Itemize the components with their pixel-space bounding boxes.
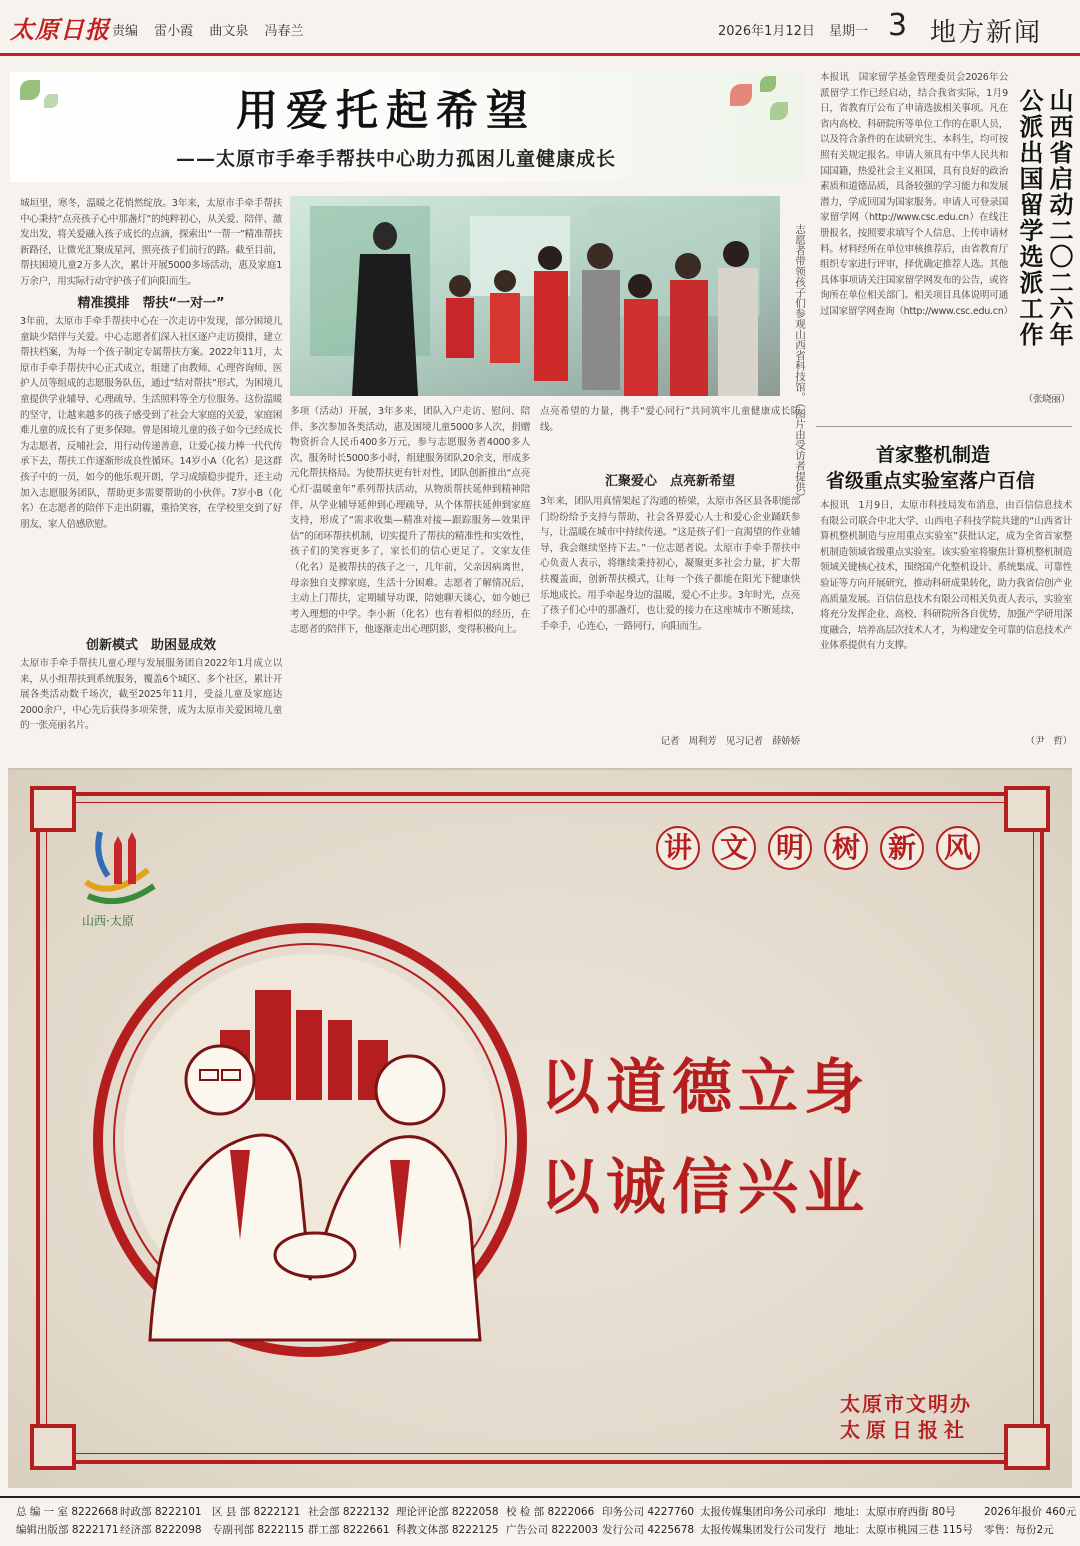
right-article2-headline[interactable]: 省级重点实验室落户百信 — [826, 470, 1036, 492]
footer-contact: 经济部 8222098 — [120, 1524, 202, 1536]
banner-char: 明 — [768, 826, 812, 870]
shanxi-taiyuan-logo — [80, 826, 160, 910]
article-body: 3年来，团队用真情架起了沟通的桥梁，太原市各区县各职能部门纷纷给予支持与帮助，社会各界爱心人士和爱心企业踊跃参与，让温暖在城市中持续传递。“这是孩子们一直渴望的作业辅导，我会继续坚持下去。”一位志愿者说。太原市手牵手帮扶中心负责人表示，将继续秉持初心，凝聚更多社会力量，扩大帮扶覆盖面，创新帮扶模式，让每一个孩子都能在阳光下健康快乐地成长。用手牵起身边的温暖，爱心不止步。3年时光，点亮了孩子们心中的那盏灯，也让爱的接力在这座城市不断延续，手牵手，心连心，一路同行，向阳而生。 — [540, 496, 800, 632]
footer-contact: 社会部 8222132 — [308, 1506, 390, 1518]
footer-address: 地址：太原市府西街 80号 — [834, 1506, 956, 1518]
article-intro: 城垣里，寒冬，温暖之花悄然绽放。3年来，太原市手牵手帮扶中心秉持“点亮孩子心中那盏灯”的纯粹初心，从关爱、陪伴、激发出发，将关爱融入孩子成长的点滴，探索出“一帮一”精准帮扶新路径，让微光汇聚成星河，照亮孩子们前行的路。截至目前，帮扶困境儿童2万多人次，累计开展5000多场活动，惠及家庭1万余户，用实际行动守护孩子们向阳而生。 — [20, 198, 282, 287]
right-article-headline[interactable]: 山西省启动二〇二六年公派出国留学选派工作 — [1015, 88, 1074, 348]
right-article-author: （张晓丽） — [1023, 394, 1070, 405]
banner-char: 树 — [824, 826, 868, 870]
footer-contact: 时政部 8222101 — [120, 1506, 202, 1518]
section-heading: 创新模式 助困显成效 — [85, 638, 216, 653]
footer-contact: 理论评论部 8222058 — [396, 1506, 499, 1518]
frame-corner — [1004, 1424, 1050, 1470]
footer-contact: 发行公司 4225678 — [602, 1524, 695, 1536]
section-title: 地方新闻 — [930, 18, 1043, 48]
right-article2-headline[interactable]: 首家整机制造 — [876, 444, 991, 466]
ad-slogan-line2: 以诚信兴业 — [540, 1153, 870, 1223]
handshake-icon — [90, 920, 530, 1360]
footer-contact: 印务公司 4227760 — [602, 1506, 695, 1518]
pagoda-icon — [80, 826, 160, 910]
footer-contact: 校 检 部 8222066 — [506, 1506, 595, 1518]
frame-corner — [1004, 786, 1050, 832]
footer-contact: 广告公司 8222003 — [506, 1524, 599, 1536]
leaf-decoration — [44, 94, 58, 108]
footer-distributor: 太报传媒集团发行公司发行 — [700, 1524, 826, 1536]
leaf-decoration — [760, 76, 776, 92]
editor-label: 责编 — [112, 24, 139, 39]
ad-sponsor: 太原日报社 — [840, 1418, 970, 1442]
footer-contact: 专副刊部 8222115 — [212, 1524, 305, 1536]
ad-sponsor: 太原市文明办 — [840, 1392, 972, 1416]
banner-char: 文 — [712, 826, 756, 870]
footer-contact: 总 编 一 室 8222668 — [16, 1506, 119, 1518]
article-body: 点亮希望的力量，携手“爱心同行”共同筑牢儿童健康成长防线。 — [540, 406, 800, 433]
masthead — [0, 0, 1080, 56]
column-divider — [816, 426, 1072, 427]
editor-name: 雷小霞 — [154, 24, 194, 39]
newspaper-logo[interactable]: 太原日报 — [10, 15, 110, 44]
handshake-seal-illustration — [90, 920, 530, 1360]
right-article-body: 本报讯 1月9日，太原市科技局发布消息，由百信信息技术有限公司联合中北大学、山西电子科技学院共建的“山西省计算机整机制造与应用重点实验室”获批认定，成为全省首家整机制造领域省级重点实验室。该实验室将聚焦计算机整机制造领域关键核心技术，围绕国产化整机设计、系统集成、可靠性验证等方向开展研究，推动科研成果转化，助力我省信创产业高质量发展。百信信息技术有限公司相关负责人表示，实验室将充分发挥企业、高校、科研院所各自优势，加强产学研用深度融合，培养高层次技术人才，为构建安全可靠的信息技术产业体系提供有力支撑。 — [820, 500, 1072, 652]
section-heading: 汇聚爱心 点亮新希望 — [604, 474, 735, 489]
article-subheadline: ——太原市手牵手帮扶中心助力孤困儿童健康成长 — [176, 148, 617, 170]
article-headline[interactable]: 用爱托起希望 — [236, 86, 537, 135]
article-body: 多项（活动）开展，3年多来，团队入户走访、慰问、陪伴、多次参加各类活动，惠及困境儿童5000多人次，捐赠物资折合人民币400多万元，参与志愿服务者4000多人次，服务时长5000多小时，组建服务团队20余支，形成多元化帮扶格局。为使帮扶更有针对性，团队创新推出“点亮心灯·温暖童年”系列帮扶活动，从物质帮扶延伸到精神陪伴，从学业辅导延伸到心理疏导，从个体帮扶延伸到家庭支持，形成了“需求收集—精准对接—跟踪服务—效果评估”的闭环帮扶机制，切实提升了帮扶的精准性和实效性，孩子们的笑容更多了，家长们的信心更足了。文家友佳（化名）是被帮扶的孩子之一，几年前，父亲因病离世，母亲独自支撑家庭，生活十分困难。志愿者了解情况后，主动上门帮扶，定期辅导功课，陪她聊天谈心，如今她已考入理想的中学。李小新（化名）也有着相似的经历，在志愿者的陪伴下，他逐渐走出心理阴影，变得积极向上。 — [290, 406, 530, 636]
editor-name: 冯春兰 — [264, 24, 304, 39]
right-article-author: （尹 哲） — [1025, 736, 1072, 747]
right-article-body: 本报讯 国家留学基金管理委员会2026年公派留学工作已经启动，结合我省实际，1月9日，省教育厅公布了申请选拔相关事项。凡在省内高校、科研院所等单位工作的在职人员，以及符合条件的在读研究生、本科生，均可按照有关规定报名。申请人须具有中华人民共和国国籍，热爱社会主义祖国，具有良好的政治素质和道德品质，具备较强的学习能力和发展潜力，学成回国为国家服务。申请人可登录国家留学网（http://www.csc.edu.cn）在线注册报名，按照要求填写个人信息、上传申请材料。材料经所在单位审核推荐后，由省教育厅组织专家进行评审，择优确定推荐人选。其他具体事项请关注国家留学网发布的公告，或咨询所在单位相关部门。相关项目具体说明可通过国家留学网查询（http://www.csc.edu.cn） — [820, 72, 1013, 317]
footer-contact: 群工部 8222661 — [308, 1524, 390, 1536]
leaf-decoration — [770, 102, 788, 120]
ad-slogan-line1: 以道德立身 — [540, 1053, 870, 1123]
article-byline: 记者 周利芳 见习记者 薛娇娇 — [660, 736, 800, 747]
footer-contact: 区 县 部 8222121 — [212, 1506, 301, 1518]
footer-contact: 科教文体部 8222125 — [396, 1524, 499, 1536]
article-photo[interactable] — [290, 196, 780, 396]
weekday-text: 星期一 — [829, 24, 869, 39]
editor-name: 曲文泉 — [209, 24, 249, 39]
page-number: 3 — [888, 8, 908, 43]
photo-illustration — [290, 196, 780, 396]
article-body: 3年前，太原市手牵手帮扶中心在一次走访中发现，部分困境儿童缺少陪伴与关爱。中心志愿者们深入社区逐户走访摸排，建立帮扶档案，为每一个孩子制定专属帮扶方案。2022年11月，太原市手牵手帮扶中心正式成立，组建了由教师、心理咨询师、医护人员等组成的志愿服务队伍，通过“结对帮扶”形式，为困境儿童提供学业辅导、心理疏导、生活照料等全方位服务。这份温暖的坚守，让越来越多的孩子感受到了社会大家庭的关爱，家庭困难儿童的成长有了更多保障。曾是困境儿童的孩子如今已经成长为志愿者，反哺社会，用行动传递善意，让爱心接力棒一代代传承下去，帮扶工作逐渐形成良性循环。14岁小A（化名）是这群孩子中的一员，如今的他乐观开朗，学习成绩稳步提升，还主动加入志愿服务团队，帮助更多需要帮助的小伙伴。7岁小B（化名）在志愿者的陪伴下走出阴霾，重拾笑容，在学校里交到了好朋友，家人倍感欣慰。 — [20, 316, 282, 530]
footer-price: 零售：每份2元 — [984, 1524, 1054, 1536]
footer-address: 地址：太原市桃园三巷 115号 — [834, 1524, 973, 1536]
leaf-decoration — [20, 80, 40, 100]
banner-char: 讲 — [656, 826, 700, 870]
photo-caption: 志愿者带领孩子们参观山西省科技馆。（图片由受访者提供） — [794, 224, 806, 503]
editor-credits — [112, 20, 315, 39]
article-body: 太原市手牵手帮扶儿童心理与发展服务团自2022年1月成立以来，从小组帮扶到系统服务，覆盖6个城区、多个社区，累计开展各类活动数千场次，截至2025年11月，受益儿童及家庭达2000余户，中心先后获得多项荣誉，成为太原市关爱困境儿童的一张亮丽名片。 — [20, 658, 282, 732]
footer-printer: 太报传媒集团印务公司承印 — [700, 1506, 826, 1518]
frame-corner — [30, 786, 76, 832]
footer-contact: 编辑出版部 8222171 — [16, 1524, 119, 1536]
issue-date — [718, 20, 878, 39]
ad-banner — [656, 826, 992, 870]
banner-char: 新 — [880, 826, 924, 870]
frame-corner — [30, 1424, 76, 1470]
brand-text: 山西·太原 — [82, 914, 134, 928]
date-text: 2026年1月12日 — [718, 24, 815, 39]
footer-price: 2026年报价 460元 — [984, 1506, 1077, 1518]
section-heading: 精准摸排 帮扶“一对一” — [77, 296, 225, 311]
leaf-decoration — [730, 84, 752, 106]
page-footer — [0, 1496, 1080, 1546]
banner-char: 风 — [936, 826, 980, 870]
